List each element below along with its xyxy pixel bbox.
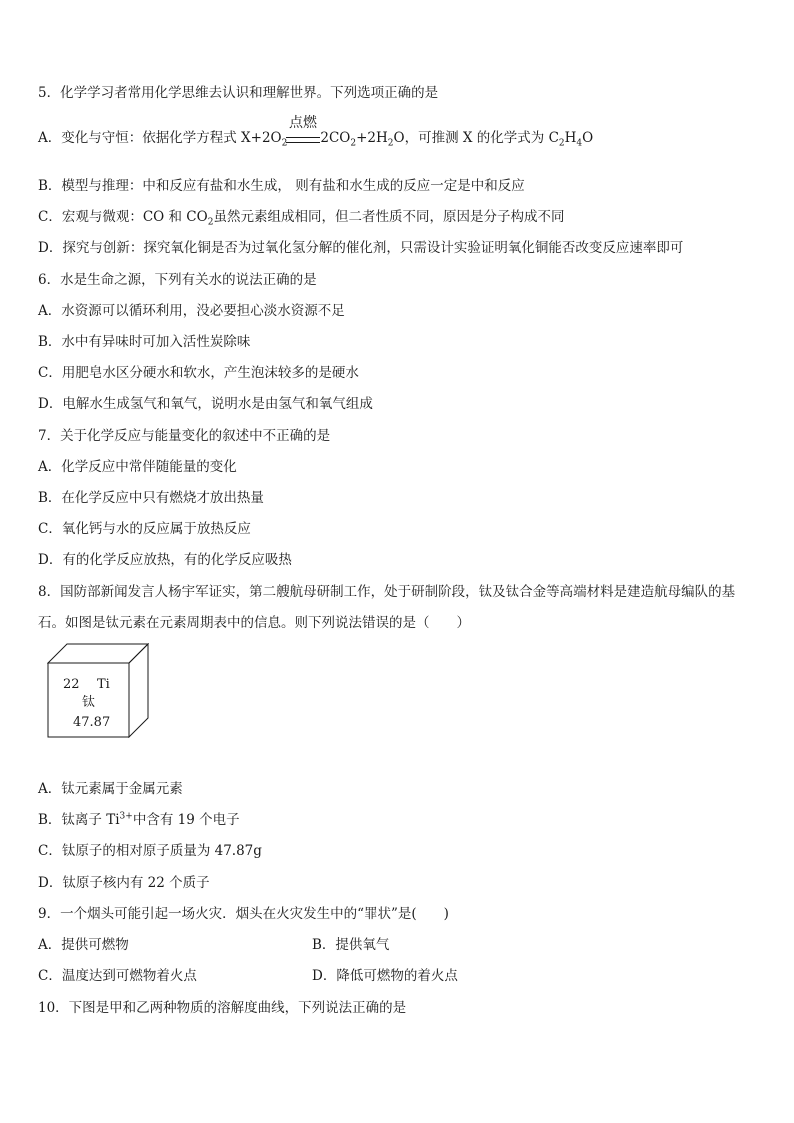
q8-option-a: A．钛元素属于金属元素 — [38, 781, 183, 797]
q8-stem-line2: 石。如图是钛元素在元素周期表中的信息。则下列说法错误的是（ ） — [38, 615, 470, 631]
q8-option-b: B．钛离子 $Ti^{3+}$中含有 19 个电子 — [38, 811, 240, 828]
q9-option-b: B．提供氧气 — [312, 937, 390, 953]
element-card-titanium — [47, 643, 149, 738]
q9-option-a: A．提供可燃物 — [38, 937, 129, 953]
q7-option-c: C．氧化钙与水的反应属于放热反应 — [38, 521, 251, 537]
q6-stem: 6．水是生命之源，下列有关水的说法正确的是 — [38, 272, 317, 288]
q5-option-d: D．探究与创新：探究氧化铜是否为过氧化氢分解的催化剂，只需设计实验证明氧化铜能否改变反应速率即可 — [38, 240, 684, 256]
q6-option-d: D．电解水生成氢气和氧气，说明水是由氢气和氧气组成 — [38, 396, 373, 412]
q8-option-c: C．钛原子的相对原子质量为 47.87g — [38, 843, 262, 859]
q5-option-c: C．宏观与微观：CO 和 $CO_2$虽然元素组成相同，但二者性质不同，原因是分子构成不同 — [38, 209, 565, 228]
element-symbol: Ti — [97, 677, 110, 692]
reaction-condition: 点燃 — [289, 115, 317, 131]
atomic-mass: 47.87 — [73, 715, 111, 730]
q10-stem: 10．下图是甲和乙两种物质的溶解度曲线，下列说法正确的是 — [38, 1000, 407, 1016]
q7-option-a: A．化学反应中常伴随能量的变化 — [38, 459, 237, 475]
q5-option-b: B．模型与推理：中和反应有盐和水生成， 则有盐和水生成的反应一定是中和反应 — [38, 178, 525, 194]
q7-option-d: D．有的化学反应放热，有的化学反应吸热 — [38, 552, 292, 568]
q5-stem: 5．化学学习者常用化学思维去认识和理解世界。下列选项正确的是 — [38, 85, 439, 101]
q8-stem-line1: 8．国防部新闻发言人杨宇军证实，第二艘航母研制工作，处于研制阶段，钛及钛合金等高端材料是建造航母编队的基 — [38, 584, 736, 600]
q7-stem: 7．关于化学反应与能量变化的叙述中不正确的是 — [38, 428, 331, 444]
q6-option-a: A．水资源可以循环利用，没必要担心淡水资源不足 — [38, 303, 345, 319]
q9-option-c: C．温度达到可燃物着火点 — [38, 968, 197, 984]
atomic-number: 22 — [63, 677, 80, 692]
q9-stem: 9．一个烟头可能引起一场火灾．烟头在火灾发生中的“罪状”是( ) — [38, 906, 449, 922]
element-name: 钛 — [82, 695, 96, 710]
q6-option-c: C．用肥皂水区分硬水和软水，产生泡沫较多的是硬水 — [38, 365, 359, 381]
q9-option-d: D．降低可燃物的着火点 — [312, 968, 458, 984]
q7-option-b: B．在化学反应中只有燃烧才放出热量 — [38, 490, 264, 506]
q6-option-b: B．水中有异味时可加入活性炭除味 — [38, 334, 251, 350]
q5-option-a: A．变化与守恒：依据化学方程式 $X+2O_2$ $2CO_2+2H_2O$，可推测 X 的化学式为 $C_2H_4O$ — [38, 130, 594, 149]
q8-option-d: D．钛原子核内有 22 个质子 — [38, 875, 210, 891]
